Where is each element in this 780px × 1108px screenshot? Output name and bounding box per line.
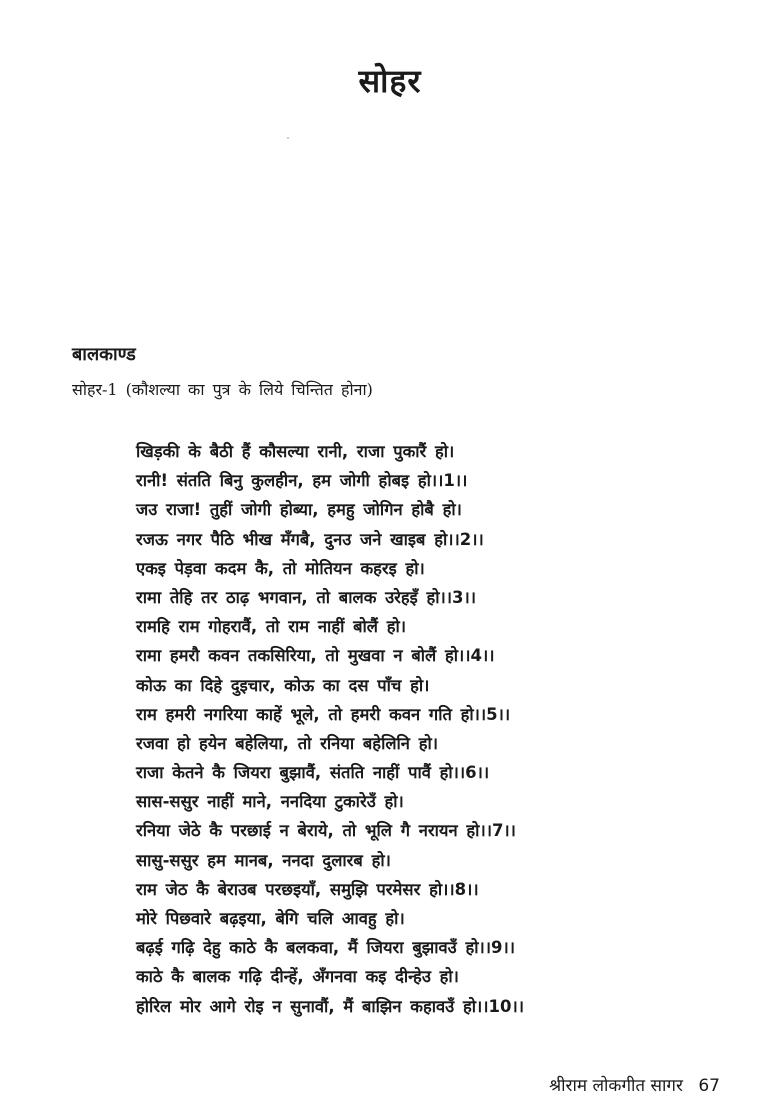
verse-line: रामा हमरौ कवन तकसिरिया, तो मुखवा न बोलैं हो।।4।। xyxy=(136,646,495,666)
verse-line: राम जेठ कै बेराउब परछइयाँ, समुझि परमेसर हो।।8।। xyxy=(136,879,479,899)
footer-page-number: 67 xyxy=(698,1076,720,1096)
verse-line: रानी! संतति बिनु कुलहीन, हम जोगी होबइ हो।।1।। xyxy=(136,471,468,491)
verse-list xyxy=(136,437,736,1021)
verse-line: राजा केतने कै जियरा बुझावैं, संतति नाहीं पावैं हो।।6।। xyxy=(136,763,490,783)
verse-line: रामा तेहि तर ठाढ़ भगवान, तो बालक उरेहइँ हो।।3।। xyxy=(136,587,477,607)
verse-line: जउ राजा! तुहीं जोगी होब्या, हमहु जोगिन होबै हो। xyxy=(136,500,462,520)
verse-line: कोऊ का दिहे दुइचार, कोऊ का दस पाँच हो। xyxy=(136,675,430,695)
song-title: सोहर-1 (कौशल्या का पुत्र के लिये चिन्तित होना) xyxy=(72,380,373,399)
verse-line: एकइ पेड़वा कदम कै, तो मोतियन कहरइ हो। xyxy=(136,558,425,578)
section-heading: बालकाण्ड xyxy=(72,343,136,365)
page-title: सोहर xyxy=(358,62,422,101)
verse-line: रजवा हो हयेन बहेलिया, तो रनिया बहेलिनि हो। xyxy=(136,733,438,753)
verse-line: काठे कै बालक गढ़ि दीन्हें, अँगनवा कइ दीन्हेउ हो। xyxy=(136,967,459,987)
verse-line: होरिल मोर आगे रोइ न सुनावौं, मैं बाझिन कहावउँ हो।।10।। xyxy=(136,996,524,1016)
verse-line: सासु-ससुर हम मानब, ननदा दुलारब हो। xyxy=(136,850,391,870)
verse-line: मोरे पिछवारे बढ़इया, बेगि चलि आवहु हो। xyxy=(136,909,405,928)
verse-line: रामहि राम गोहरावैं, तो राम नाहीं बोलैं हो। xyxy=(136,617,407,637)
page-footer xyxy=(549,1073,720,1096)
verse-line: रनिया जेठे कै परछाई न बेराये, तो भूलि गै नरायन हो।।7।। xyxy=(136,821,516,841)
verse-line: रजऊ नगर पैठि भीख मँगबै, दुनउ जने खाइब हो।।2।। xyxy=(136,529,484,549)
verse-line: राम हमरी नगरिया काहें भूले, तो हमरी कवन गति हो।।5।। xyxy=(136,704,511,724)
verse-line: सास-ससुर नाहीं माने, ननदिया टुकारेउँ हो। xyxy=(136,792,404,812)
verse-line: बढ़ई गढ़ि देहु काठे कै बलकवा, मैं जियरा बुझावउँ हो।।9।। xyxy=(136,938,515,958)
print-speck xyxy=(287,137,289,139)
verse-line: खिड़की के बैठी हैं कौसल्या रानी, राजा पुकारैं हो। xyxy=(136,442,455,461)
footer-book-name: श्रीराम लोकगीत सागर xyxy=(549,1076,683,1096)
